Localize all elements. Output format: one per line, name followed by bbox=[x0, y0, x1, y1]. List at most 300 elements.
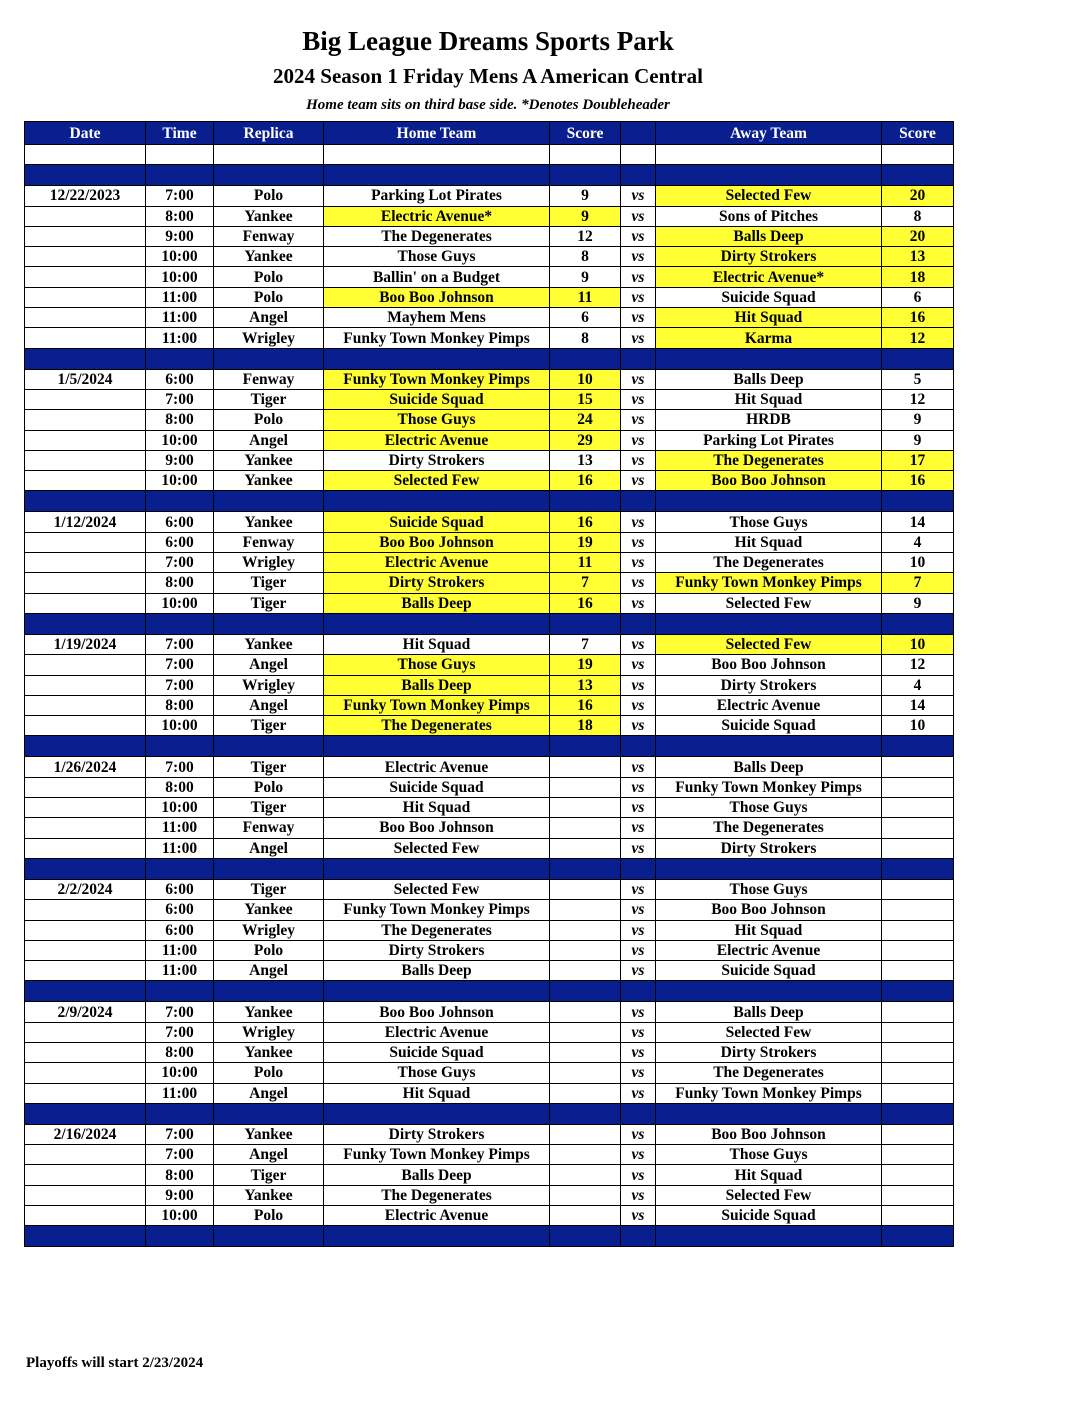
vs-cell: vs bbox=[621, 695, 656, 715]
away-score-cell bbox=[882, 818, 954, 838]
date-cell: 12/22/2023 bbox=[25, 186, 146, 206]
away-score-cell: 8 bbox=[882, 206, 954, 226]
date-cell bbox=[25, 267, 146, 287]
away-team-cell: Sons of Pitches bbox=[656, 206, 882, 226]
away-score-cell bbox=[882, 838, 954, 858]
game-row bbox=[25, 328, 954, 348]
game-row bbox=[25, 1165, 954, 1185]
game-row bbox=[25, 267, 954, 287]
separator-cell bbox=[214, 858, 324, 879]
away-score-cell: 10 bbox=[882, 716, 954, 736]
replica-cell: Tiger bbox=[214, 389, 324, 409]
replica-cell: Polo bbox=[214, 186, 324, 206]
away-team-cell: Suicide Squad bbox=[656, 287, 882, 307]
home-score-cell bbox=[550, 1165, 621, 1185]
time-cell: 7:00 bbox=[146, 1124, 214, 1144]
separator-cell bbox=[324, 165, 550, 186]
home-score-cell: 8 bbox=[550, 247, 621, 267]
col-header-home-score: Score bbox=[550, 122, 621, 145]
home-team-cell: The Degenerates bbox=[324, 716, 550, 736]
replica-cell: Tiger bbox=[214, 879, 324, 899]
home-team-cell: Balls Deep bbox=[324, 961, 550, 981]
separator-cell bbox=[621, 348, 656, 369]
away-score-cell bbox=[882, 961, 954, 981]
time-cell: 10:00 bbox=[146, 798, 214, 818]
replica-cell: Tiger bbox=[214, 573, 324, 593]
date-cell: 2/9/2024 bbox=[25, 1002, 146, 1022]
separator-cell bbox=[656, 981, 882, 1002]
vs-cell: vs bbox=[621, 675, 656, 695]
separator-cell bbox=[146, 613, 214, 634]
home-score-cell: 19 bbox=[550, 532, 621, 552]
replica-cell: Yankee bbox=[214, 1185, 324, 1205]
game-row bbox=[25, 1022, 954, 1042]
week-separator-row bbox=[25, 491, 954, 512]
away-team-cell: Boo Boo Johnson bbox=[656, 1124, 882, 1144]
time-cell: 11:00 bbox=[146, 308, 214, 328]
game-row bbox=[25, 206, 954, 226]
away-team-cell: Electric Avenue bbox=[656, 940, 882, 960]
time-cell: 8:00 bbox=[146, 573, 214, 593]
home-score-cell bbox=[550, 1002, 621, 1022]
vs-cell: vs bbox=[621, 287, 656, 307]
separator-cell bbox=[25, 348, 146, 369]
separator-cell bbox=[146, 858, 214, 879]
separator-cell bbox=[146, 1103, 214, 1124]
separator-cell bbox=[656, 613, 882, 634]
home-team-cell: Dirty Strokers bbox=[324, 573, 550, 593]
vs-cell: vs bbox=[621, 716, 656, 736]
vs-cell: vs bbox=[621, 267, 656, 287]
home-team-cell: Funky Town Monkey Pimps bbox=[324, 328, 550, 348]
game-row bbox=[25, 818, 954, 838]
vs-cell: vs bbox=[621, 553, 656, 573]
replica-cell: Polo bbox=[214, 410, 324, 430]
home-score-cell: 7 bbox=[550, 573, 621, 593]
away-team-cell: Selected Few bbox=[656, 186, 882, 206]
separator-cell bbox=[324, 981, 550, 1002]
replica-cell: Fenway bbox=[214, 369, 324, 389]
vs-cell: vs bbox=[621, 1022, 656, 1042]
vs-cell: vs bbox=[621, 206, 656, 226]
replica-cell: Wrigley bbox=[214, 1022, 324, 1042]
date-cell bbox=[25, 961, 146, 981]
date-cell bbox=[25, 573, 146, 593]
away-team-cell: Those Guys bbox=[656, 798, 882, 818]
away-score-cell: 4 bbox=[882, 675, 954, 695]
away-team-cell: Those Guys bbox=[656, 512, 882, 532]
away-score-cell: 9 bbox=[882, 430, 954, 450]
home-team-cell: The Degenerates bbox=[324, 920, 550, 940]
game-row bbox=[25, 573, 954, 593]
home-score-cell: 13 bbox=[550, 450, 621, 470]
separator-cell bbox=[656, 348, 882, 369]
replica-cell: Fenway bbox=[214, 818, 324, 838]
blank-cell bbox=[214, 145, 324, 165]
separator-cell bbox=[621, 736, 656, 757]
separator-cell bbox=[882, 858, 954, 879]
vs-cell: vs bbox=[621, 757, 656, 777]
away-score-cell bbox=[882, 1124, 954, 1144]
replica-cell: Polo bbox=[214, 287, 324, 307]
time-cell: 9:00 bbox=[146, 226, 214, 246]
home-team-cell: Hit Squad bbox=[324, 634, 550, 654]
away-team-cell: Parking Lot Pirates bbox=[656, 430, 882, 450]
away-team-cell: HRDB bbox=[656, 410, 882, 430]
home-team-cell: Suicide Squad bbox=[324, 389, 550, 409]
date-cell bbox=[25, 838, 146, 858]
home-team-cell: Balls Deep bbox=[324, 593, 550, 613]
time-cell: 6:00 bbox=[146, 512, 214, 532]
page-subtitle: 2024 Season 1 Friday Mens A American Central bbox=[273, 64, 703, 88]
vs-cell: vs bbox=[621, 1124, 656, 1144]
date-cell bbox=[25, 308, 146, 328]
home-team-cell: Dirty Strokers bbox=[324, 450, 550, 470]
game-row bbox=[25, 1002, 954, 1022]
vs-cell: vs bbox=[621, 920, 656, 940]
separator-cell bbox=[621, 981, 656, 1002]
home-score-cell: 11 bbox=[550, 287, 621, 307]
replica-cell: Tiger bbox=[214, 757, 324, 777]
date-cell bbox=[25, 593, 146, 613]
separator-cell bbox=[146, 165, 214, 186]
week-separator-row bbox=[25, 858, 954, 879]
away-score-cell: 6 bbox=[882, 287, 954, 307]
away-score-cell: 5 bbox=[882, 369, 954, 389]
away-score-cell: 16 bbox=[882, 471, 954, 491]
vs-cell: vs bbox=[621, 900, 656, 920]
home-team-cell: Those Guys bbox=[324, 410, 550, 430]
separator-cell bbox=[550, 613, 621, 634]
home-score-cell bbox=[550, 1022, 621, 1042]
away-team-cell: Suicide Squad bbox=[656, 716, 882, 736]
home-score-cell bbox=[550, 940, 621, 960]
vs-cell: vs bbox=[621, 369, 656, 389]
separator-cell bbox=[25, 858, 146, 879]
vs-cell: vs bbox=[621, 389, 656, 409]
separator-cell bbox=[324, 1226, 550, 1247]
replica-cell: Yankee bbox=[214, 206, 324, 226]
replica-cell: Angel bbox=[214, 838, 324, 858]
game-row bbox=[25, 838, 954, 858]
vs-cell: vs bbox=[621, 226, 656, 246]
time-cell: 11:00 bbox=[146, 1083, 214, 1103]
away-score-cell: 9 bbox=[882, 593, 954, 613]
separator-cell bbox=[656, 858, 882, 879]
away-score-cell bbox=[882, 777, 954, 797]
replica-cell: Angel bbox=[214, 961, 324, 981]
home-score-cell: 9 bbox=[550, 206, 621, 226]
home-team-cell: Hit Squad bbox=[324, 798, 550, 818]
week-separator-row bbox=[25, 165, 954, 186]
home-score-cell bbox=[550, 1185, 621, 1205]
game-row bbox=[25, 900, 954, 920]
time-cell: 10:00 bbox=[146, 267, 214, 287]
separator-cell bbox=[146, 981, 214, 1002]
time-cell: 10:00 bbox=[146, 247, 214, 267]
replica-cell: Yankee bbox=[214, 247, 324, 267]
game-row bbox=[25, 961, 954, 981]
vs-cell: vs bbox=[621, 512, 656, 532]
away-team-cell: Selected Few bbox=[656, 593, 882, 613]
vs-cell: vs bbox=[621, 186, 656, 206]
date-cell: 2/2/2024 bbox=[25, 879, 146, 899]
week-separator-row bbox=[25, 736, 954, 757]
replica-cell: Yankee bbox=[214, 1042, 324, 1062]
time-cell: 6:00 bbox=[146, 879, 214, 899]
separator-cell bbox=[214, 613, 324, 634]
game-row bbox=[25, 389, 954, 409]
away-score-cell: 20 bbox=[882, 186, 954, 206]
vs-cell: vs bbox=[621, 1145, 656, 1165]
away-team-cell: Balls Deep bbox=[656, 1002, 882, 1022]
separator-cell bbox=[214, 1226, 324, 1247]
week-separator-row bbox=[25, 1103, 954, 1124]
vs-cell: vs bbox=[621, 328, 656, 348]
away-team-cell: The Degenerates bbox=[656, 818, 882, 838]
date-cell bbox=[25, 1022, 146, 1042]
time-cell: 9:00 bbox=[146, 1185, 214, 1205]
home-team-cell: Selected Few bbox=[324, 879, 550, 899]
home-team-cell: Suicide Squad bbox=[324, 777, 550, 797]
separator-cell bbox=[25, 165, 146, 186]
home-score-cell: 19 bbox=[550, 655, 621, 675]
replica-cell: Yankee bbox=[214, 634, 324, 654]
separator-cell bbox=[550, 1226, 621, 1247]
vs-cell: vs bbox=[621, 634, 656, 654]
separator-cell bbox=[324, 736, 550, 757]
home-team-cell: Electric Avenue bbox=[324, 1206, 550, 1226]
time-cell: 7:00 bbox=[146, 553, 214, 573]
col-header-replica: Replica bbox=[214, 122, 324, 145]
vs-cell: vs bbox=[621, 593, 656, 613]
vs-cell: vs bbox=[621, 1083, 656, 1103]
game-row bbox=[25, 1042, 954, 1062]
replica-cell: Angel bbox=[214, 655, 324, 675]
blank-cell bbox=[324, 145, 550, 165]
home-team-cell: Suicide Squad bbox=[324, 512, 550, 532]
separator-cell bbox=[25, 1103, 146, 1124]
separator-cell bbox=[656, 1226, 882, 1247]
vs-cell: vs bbox=[621, 961, 656, 981]
separator-cell bbox=[214, 491, 324, 512]
game-row bbox=[25, 675, 954, 695]
home-score-cell: 10 bbox=[550, 369, 621, 389]
week-separator-row bbox=[25, 1226, 954, 1247]
home-score-cell bbox=[550, 1083, 621, 1103]
home-score-cell: 18 bbox=[550, 716, 621, 736]
away-team-cell: Funky Town Monkey Pimps bbox=[656, 573, 882, 593]
away-score-cell: 14 bbox=[882, 695, 954, 715]
date-cell bbox=[25, 1042, 146, 1062]
time-cell: 11:00 bbox=[146, 940, 214, 960]
home-score-cell: 16 bbox=[550, 471, 621, 491]
separator-cell bbox=[621, 613, 656, 634]
vs-cell: vs bbox=[621, 940, 656, 960]
away-team-cell: Selected Few bbox=[656, 1185, 882, 1205]
away-score-cell: 13 bbox=[882, 247, 954, 267]
time-cell: 10:00 bbox=[146, 1063, 214, 1083]
away-score-cell: 12 bbox=[882, 389, 954, 409]
blank-cell bbox=[656, 145, 882, 165]
home-score-cell: 11 bbox=[550, 553, 621, 573]
home-team-cell: Hit Squad bbox=[324, 1083, 550, 1103]
date-cell bbox=[25, 1083, 146, 1103]
separator-cell bbox=[621, 858, 656, 879]
vs-cell: vs bbox=[621, 573, 656, 593]
vs-cell: vs bbox=[621, 838, 656, 858]
game-row bbox=[25, 471, 954, 491]
game-row bbox=[25, 450, 954, 470]
date-cell: 1/19/2024 bbox=[25, 634, 146, 654]
separator-cell bbox=[214, 981, 324, 1002]
date-cell bbox=[25, 389, 146, 409]
separator-cell bbox=[656, 165, 882, 186]
game-row bbox=[25, 532, 954, 552]
replica-cell: Wrigley bbox=[214, 920, 324, 940]
home-score-cell bbox=[550, 1145, 621, 1165]
date-cell bbox=[25, 206, 146, 226]
home-team-cell: Electric Avenue bbox=[324, 1022, 550, 1042]
home-team-cell: Ballin' on a Budget bbox=[324, 267, 550, 287]
home-score-cell bbox=[550, 1063, 621, 1083]
separator-cell bbox=[882, 1226, 954, 1247]
time-cell: 6:00 bbox=[146, 920, 214, 940]
home-score-cell: 9 bbox=[550, 186, 621, 206]
time-cell: 7:00 bbox=[146, 1022, 214, 1042]
away-team-cell: Dirty Strokers bbox=[656, 675, 882, 695]
away-team-cell: Balls Deep bbox=[656, 757, 882, 777]
game-row bbox=[25, 1063, 954, 1083]
away-score-cell bbox=[882, 798, 954, 818]
week-separator-row bbox=[25, 981, 954, 1002]
away-team-cell: Funky Town Monkey Pimps bbox=[656, 777, 882, 797]
playoffs-note: Playoffs will start 2/23/2024 bbox=[26, 1355, 204, 1371]
time-cell: 7:00 bbox=[146, 675, 214, 695]
away-team-cell: Funky Town Monkey Pimps bbox=[656, 1083, 882, 1103]
away-score-cell bbox=[882, 1063, 954, 1083]
home-score-cell: 9 bbox=[550, 267, 621, 287]
away-team-cell: Hit Squad bbox=[656, 1165, 882, 1185]
time-cell: 9:00 bbox=[146, 450, 214, 470]
away-score-cell bbox=[882, 1042, 954, 1062]
date-cell bbox=[25, 450, 146, 470]
away-score-cell bbox=[882, 1145, 954, 1165]
away-score-cell: 10 bbox=[882, 634, 954, 654]
away-team-cell: Suicide Squad bbox=[656, 1206, 882, 1226]
replica-cell: Fenway bbox=[214, 226, 324, 246]
home-team-cell: Boo Boo Johnson bbox=[324, 818, 550, 838]
away-score-cell bbox=[882, 900, 954, 920]
home-team-cell: Electric Avenue* bbox=[324, 206, 550, 226]
game-row bbox=[25, 634, 954, 654]
home-team-cell: Dirty Strokers bbox=[324, 1124, 550, 1144]
time-cell: 11:00 bbox=[146, 838, 214, 858]
away-team-cell: Boo Boo Johnson bbox=[656, 900, 882, 920]
game-row bbox=[25, 1185, 954, 1205]
away-team-cell: Hit Squad bbox=[656, 308, 882, 328]
date-cell: 2/16/2024 bbox=[25, 1124, 146, 1144]
away-team-cell: The Degenerates bbox=[656, 553, 882, 573]
away-team-cell: The Degenerates bbox=[656, 1063, 882, 1083]
vs-cell: vs bbox=[621, 247, 656, 267]
away-score-cell bbox=[882, 879, 954, 899]
col-header-home-team: Home Team bbox=[324, 122, 550, 145]
vs-cell: vs bbox=[621, 818, 656, 838]
away-score-cell bbox=[882, 1022, 954, 1042]
away-score-cell: 7 bbox=[882, 573, 954, 593]
game-row bbox=[25, 1124, 954, 1144]
time-cell: 6:00 bbox=[146, 532, 214, 552]
away-team-cell: Boo Boo Johnson bbox=[656, 471, 882, 491]
replica-cell: Tiger bbox=[214, 798, 324, 818]
time-cell: 7:00 bbox=[146, 634, 214, 654]
time-cell: 10:00 bbox=[146, 471, 214, 491]
away-score-cell bbox=[882, 1165, 954, 1185]
separator-cell bbox=[550, 1103, 621, 1124]
col-header-date: Date bbox=[25, 122, 146, 145]
away-team-cell: Electric Avenue* bbox=[656, 267, 882, 287]
away-score-cell: 16 bbox=[882, 308, 954, 328]
separator-cell bbox=[621, 1226, 656, 1247]
game-row bbox=[25, 777, 954, 797]
time-cell: 8:00 bbox=[146, 1042, 214, 1062]
separator-cell bbox=[882, 613, 954, 634]
separator-cell bbox=[550, 736, 621, 757]
home-score-cell: 29 bbox=[550, 430, 621, 450]
week-separator-row bbox=[25, 348, 954, 369]
away-score-cell: 12 bbox=[882, 328, 954, 348]
away-score-cell bbox=[882, 1002, 954, 1022]
away-team-cell: The Degenerates bbox=[656, 450, 882, 470]
separator-cell bbox=[621, 1103, 656, 1124]
replica-cell: Yankee bbox=[214, 471, 324, 491]
separator-cell bbox=[214, 348, 324, 369]
replica-cell: Angel bbox=[214, 1083, 324, 1103]
vs-cell: vs bbox=[621, 430, 656, 450]
separator-cell bbox=[25, 736, 146, 757]
date-cell: 1/5/2024 bbox=[25, 369, 146, 389]
replica-cell: Polo bbox=[214, 1206, 324, 1226]
home-team-cell: Funky Town Monkey Pimps bbox=[324, 1145, 550, 1165]
separator-cell bbox=[324, 348, 550, 369]
home-score-cell bbox=[550, 961, 621, 981]
date-cell bbox=[25, 1145, 146, 1165]
separator-cell bbox=[146, 736, 214, 757]
date-cell bbox=[25, 1206, 146, 1226]
home-team-cell: Electric Avenue bbox=[324, 430, 550, 450]
home-team-cell: Funky Town Monkey Pimps bbox=[324, 900, 550, 920]
separator-cell bbox=[656, 1103, 882, 1124]
away-team-cell: Balls Deep bbox=[656, 369, 882, 389]
date-cell bbox=[25, 1063, 146, 1083]
vs-cell: vs bbox=[621, 1063, 656, 1083]
vs-cell: vs bbox=[621, 471, 656, 491]
away-score-cell: 12 bbox=[882, 655, 954, 675]
separator-cell bbox=[550, 491, 621, 512]
replica-cell: Angel bbox=[214, 308, 324, 328]
away-team-cell: Selected Few bbox=[656, 1022, 882, 1042]
game-row bbox=[25, 512, 954, 532]
game-row bbox=[25, 430, 954, 450]
away-team-cell: Dirty Strokers bbox=[656, 1042, 882, 1062]
replica-cell: Polo bbox=[214, 777, 324, 797]
time-cell: 7:00 bbox=[146, 1002, 214, 1022]
game-row bbox=[25, 1145, 954, 1165]
date-cell bbox=[25, 940, 146, 960]
vs-cell: vs bbox=[621, 879, 656, 899]
time-cell: 6:00 bbox=[146, 369, 214, 389]
